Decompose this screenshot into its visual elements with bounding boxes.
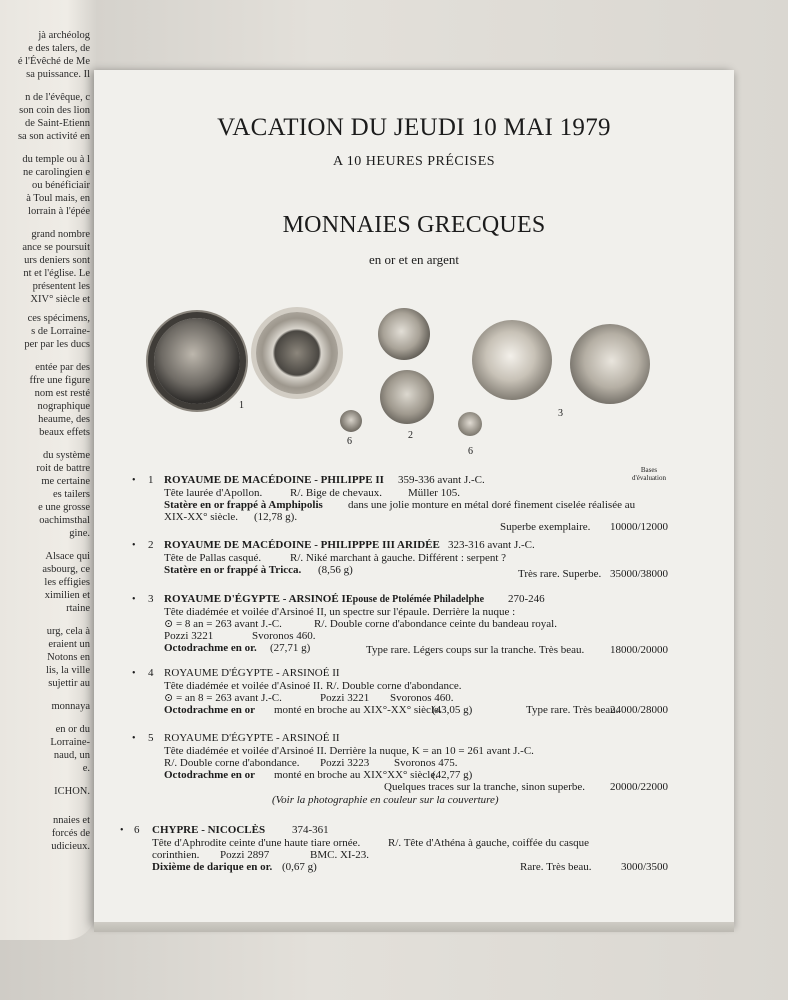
left-page-text-fragment: beaux effets <box>39 427 90 438</box>
lot-bullet: • <box>132 733 136 744</box>
left-page-text-fragment: grand nombre <box>31 229 90 240</box>
left-page-text-fragment: présentent les <box>32 281 90 292</box>
left-page-text-fragment: du système <box>43 450 90 461</box>
lot-reference: Svoronos 475. <box>394 757 458 769</box>
lot-description: dans une jolie monture en métal doré finement ciselée réalisée au <box>348 499 636 511</box>
left-page-text-fragment: roit de battre <box>36 463 90 474</box>
lot-estimate: 10000/12000 <box>609 521 668 533</box>
lot-estimate: 35000/38000 <box>609 568 668 580</box>
lot-reference: Pozzi 3221 <box>164 630 214 642</box>
lot-reference: BMC. XI-23. <box>310 849 369 861</box>
lot-description: monté en broche au XIX°-XX° siècle. <box>274 704 442 716</box>
lot-reference: Svoronos 460. <box>390 692 454 704</box>
lot-description: Tête de Pallas casqué. <box>164 552 262 564</box>
coin-photo <box>472 320 552 400</box>
lot-type: Octodrachme en or <box>164 704 256 716</box>
left-page-text-fragment: ne carolingien e <box>22 167 90 178</box>
left-page-text-fragment: lorrain à l'épée <box>28 206 90 217</box>
lot-description: ⊙ = 8 an = 263 avant J.-C. <box>164 618 282 630</box>
lot-description: monté en broche au XIX°XX° siècle. <box>274 769 438 781</box>
lot-number: 3 <box>148 593 154 605</box>
plate-label: 2 <box>408 430 413 441</box>
lot-weight: (42,77 g) <box>432 769 473 781</box>
lot-number: 5 <box>148 732 154 744</box>
lot-date: 374-361 <box>292 824 329 836</box>
lot-reverse: R/. Bige de chevaux. <box>290 487 382 499</box>
lot-reverse: R/. Tête d'Athéna à gauche, coiffée du casque <box>388 837 590 849</box>
left-page-text-fragment: en or du <box>55 724 90 735</box>
lot-number: 4 <box>148 667 154 679</box>
lot-condition: Superbe exemplaire. <box>500 521 591 533</box>
left-page-text-fragment: oachimsthal <box>39 515 90 526</box>
coin-photo <box>378 308 430 360</box>
lot-estimate: 24000/28000 <box>609 704 668 716</box>
lot-reverse: R/. Niké marchant à gauche. Différent : serpent ? <box>290 552 507 564</box>
left-page-text-fragment: nnaies et <box>52 815 90 826</box>
lot-weight: (43,05 g) <box>432 704 473 716</box>
left-page-text-fragment: les effigies <box>44 577 90 588</box>
left-page-text-fragment: nographique <box>37 401 90 412</box>
lot-description: ⊙ = an 8 = 263 avant J.-C. <box>164 692 282 704</box>
left-page-text-fragment: du temple ou à l <box>22 154 90 165</box>
lot-condition: Quelques traces sur la tranche, sinon superbe. <box>384 781 585 793</box>
lot-reverse: R/. Double corne d'abondance ceinte du bandeau royal. <box>314 618 557 630</box>
left-page-text-fragment: eraient un <box>48 639 90 650</box>
left-page-text-fragment: es tailers <box>52 489 90 500</box>
plate-label: 1 <box>239 400 244 411</box>
left-page-text-fragment: nt et l'église. Le <box>23 268 90 279</box>
lot-number: 1 <box>148 474 154 486</box>
lot-estimate: 18000/20000 <box>609 644 668 656</box>
left-page-text-fragment: e des talers, de <box>28 43 90 54</box>
left-page-text-fragment: s de Lorraine- <box>31 326 90 337</box>
left-page-text-fragment: Alsace qui <box>45 551 90 562</box>
lot-type: Statère en or frappé à Amphipolis <box>164 499 323 511</box>
lot-condition: Type rare. Légers coups sur la tranche. Très beau. <box>366 644 585 656</box>
left-page-text-fragment: e. <box>82 763 90 774</box>
left-page-text-fragment: heaume, des <box>38 414 90 425</box>
lot-condition: Très rare. Superbe. <box>518 568 602 580</box>
left-page-text-fragment: ou bénéficiair <box>31 180 90 191</box>
lot-estimate: 20000/22000 <box>609 781 668 793</box>
left-page-text-fragment: son coin des lion <box>19 105 90 116</box>
left-page-text-fragment: ance se poursuit <box>22 242 90 253</box>
left-page-text-fragment: lis, la ville <box>45 665 90 676</box>
left-page-text-fragment: per par les ducs <box>24 339 90 350</box>
lot-type: Statère en or frappé à Tricca. <box>164 564 302 576</box>
lot-condition: Rare. Très beau. <box>520 861 592 873</box>
lot-note: (Voir la photographie en couleur sur la couverture) <box>272 794 499 806</box>
lot-weight: (27,71 g) <box>270 642 311 654</box>
lot-description: Tête diadémée et voilée d'Arsinoé II, un spectre sur l'épaule. Derrière la nuque : <box>164 606 516 618</box>
left-page-text-fragment: sujettir au <box>48 678 90 689</box>
lot-type: Octodrachme en or <box>164 769 256 781</box>
left-page-text-fragment: nom est resté <box>34 388 90 399</box>
lot-number: 2 <box>148 539 154 551</box>
left-page-text-fragment: forcés de <box>51 828 90 839</box>
lot-date: 359-336 avant J.-C. <box>398 474 485 486</box>
lot-weight: (0,67 g) <box>282 861 317 873</box>
page-title: VACATION DU JEUDI 10 MAI 1979 <box>217 114 611 141</box>
lot-reference: Pozzi 2897 <box>220 849 270 861</box>
lot-estimate: 3000/3500 <box>620 861 668 873</box>
left-page-text-fragment: urs deniers sont <box>24 255 90 266</box>
left-page-text-fragment: de Saint-Etienn <box>24 118 90 129</box>
lot-condition: Type rare. Très beau. <box>526 704 619 716</box>
coin-photo <box>458 412 482 436</box>
section-title: MONNAIES GRECQUES <box>282 212 546 238</box>
lot-heading: CHYPRE - NICOCLÈS <box>152 824 266 836</box>
left-page-text-fragment: rtaine <box>66 603 90 614</box>
left-page-text-fragment: ICHON. <box>54 786 90 797</box>
plate-label: 3 <box>558 408 563 419</box>
lot-reference: Svoronos 460. <box>252 630 316 642</box>
lot-bullet: • <box>132 475 136 486</box>
left-page-text-fragment: à Toul mais, en <box>26 193 90 204</box>
catalogue-page <box>94 70 734 926</box>
lot-weight: (12,78 g). <box>254 511 298 523</box>
estimate-header: Bases d'évaluation <box>632 466 666 482</box>
lot-description: Tête laurée d'Apollon. <box>164 487 263 499</box>
lot-reverse: R/. Double corne d'abondance. <box>164 757 300 769</box>
lot-number: 6 <box>134 824 140 836</box>
lot-heading: ROYAUME DE MACÉDOINE - PHILIPPE II <box>164 474 384 486</box>
left-page-text-fragment: Lorraine- <box>50 737 90 748</box>
lot-reference: Pozzi 3221 <box>320 692 370 704</box>
lot-type: Octodrachme en or. <box>164 642 257 654</box>
coin-photo <box>380 370 434 424</box>
page-edge <box>94 922 734 932</box>
lot-description: corinthien. <box>152 849 200 861</box>
left-page-text-fragment: XIV° siècle et <box>30 294 90 305</box>
left-page-text-fragment: asbourg, ce <box>42 564 90 575</box>
plate-label: 6 <box>468 446 473 457</box>
lot-reference: Pozzi 3223 <box>320 757 370 769</box>
left-page <box>0 0 96 940</box>
coin-photo <box>256 312 338 394</box>
section-subtitle: en or et en argent <box>369 252 459 267</box>
lot-description: Tête d'Aphrodite ceinte d'une haute tiare ornée. <box>152 837 361 849</box>
lot-date: 323-316 avant J.-C. <box>448 539 535 551</box>
left-page-text-fragment: gine. <box>69 528 90 539</box>
lot-bullet: • <box>132 594 136 605</box>
lot-weight: (8,56 g) <box>318 564 353 576</box>
left-page-text-fragment: sa puissance. Il <box>26 69 90 80</box>
left-page-text-fragment: udicieux. <box>51 841 90 852</box>
lot-bullet: • <box>132 540 136 551</box>
lot-bullet: • <box>120 825 124 836</box>
lot-reverse: R/. Double corne d'abondance. <box>326 680 462 692</box>
left-page-text-fragment: jà archéolog <box>38 30 90 41</box>
left-page-text-fragment: sa son activité en <box>17 131 90 142</box>
lot-description: Tête diadémée et voilée d'Arsinoé II. Derrière la nuque, K = an 10 = 261 avant J.-C. <box>164 745 534 757</box>
left-page-text-fragment: ximilien et <box>44 590 90 601</box>
lot-heading: ROYAUME D'ÉGYPTE - ARSINOÉ II <box>164 732 340 744</box>
lot-reference: Müller 105. <box>408 487 460 499</box>
left-page-text-fragment: ffre une figure <box>29 375 90 386</box>
left-page-text-fragment: monnaya <box>51 701 90 712</box>
left-page-text-fragment: urg, cela à <box>46 626 90 637</box>
lot-description: XIX-XX° siècle. <box>164 511 239 523</box>
left-page-text-fragment: n de l'évêque, c <box>25 92 90 103</box>
left-page-text-fragment: ces spécimens, <box>27 313 90 324</box>
lot-heading: ROYAUME D'ÉGYPTE - ARSINOÉ II <box>164 667 340 679</box>
lot-description: Tête diadémée et voilée d'Asinoé II. <box>164 680 323 692</box>
lot-bullet: • <box>132 668 136 679</box>
lot-heading: ROYAUME D'ÉGYPTE - ARSINOÉ II <box>164 593 351 605</box>
coin-photo <box>154 318 240 404</box>
left-page-text-fragment: entée par des <box>35 362 90 373</box>
coin-photo <box>570 324 650 404</box>
coin-photo <box>340 410 362 432</box>
left-page-text-fragment: naud, un <box>53 750 90 761</box>
page-subtitle: A 10 HEURES PRÉCISES <box>332 154 496 169</box>
plate-label: 6 <box>347 436 352 447</box>
left-page-text-fragment: é l'Évêché de Me <box>17 56 90 67</box>
lot-heading-detail: Epouse de Ptolémée Philadelphe <box>346 594 485 605</box>
left-page-text-fragment: e une grosse <box>38 502 90 513</box>
lot-date: 270-246 <box>508 593 545 605</box>
left-page-text-fragment: me certaine <box>41 476 90 487</box>
lot-type: Dixième de darique en or. <box>152 861 273 873</box>
lot-heading: ROYAUME DE MACÉDOINE - PHILIPPPE III ARIDÉE <box>164 539 440 551</box>
left-page-text-fragment: Notons en <box>47 652 90 663</box>
